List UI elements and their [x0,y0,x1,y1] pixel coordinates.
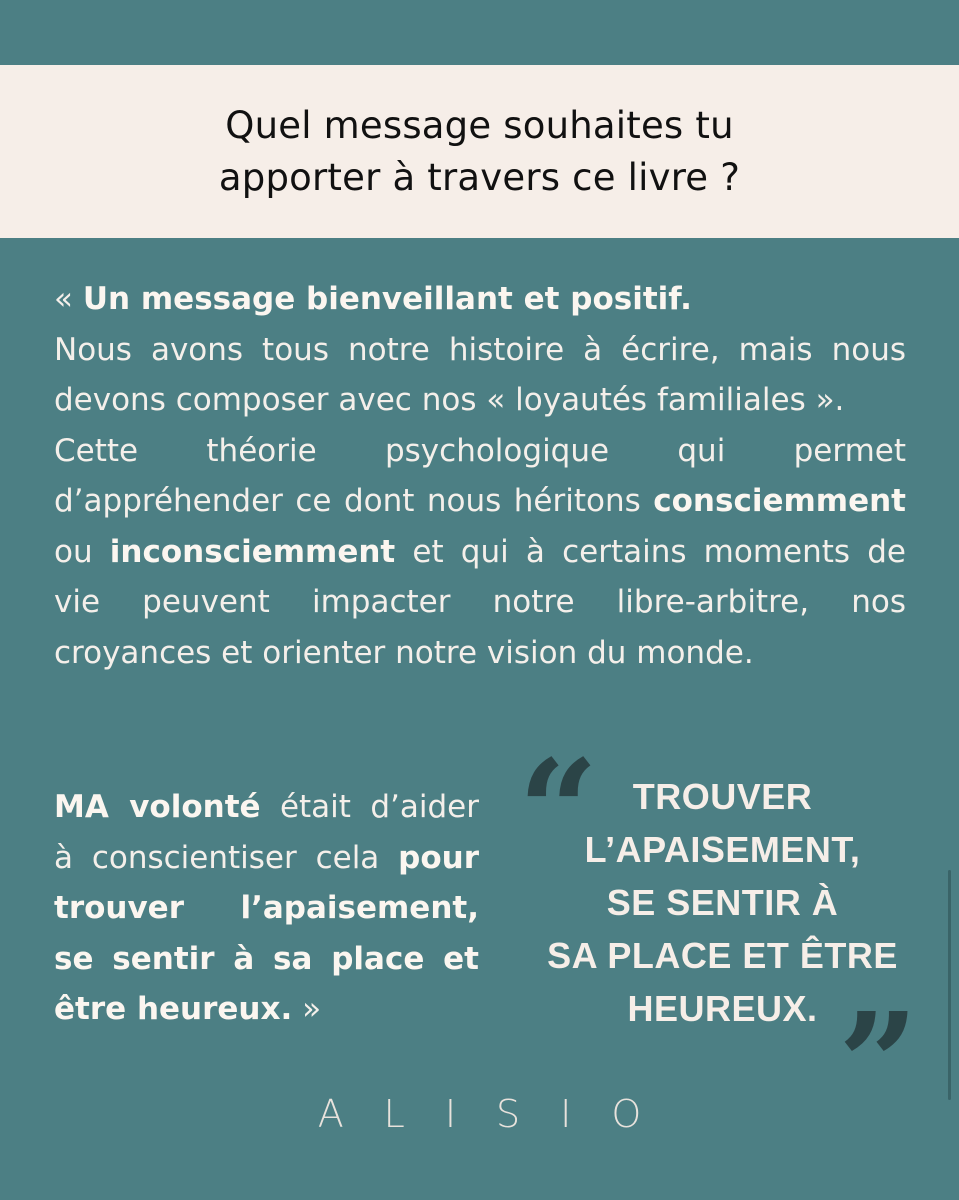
theory-text-c: et qui à certains moments de vie peuvent impacter notre libre-arbitre, nos croyances et orienter notre vision du monde. [54,533,906,671]
open-quote-icon: “ [518,730,599,894]
theory-text-b: ou [54,533,110,570]
pull-quote-line-4: SA PLACE ET ÊTRE [547,935,898,976]
will-bold-1: MA volonté [54,789,261,825]
intro-lead [54,274,906,325]
brand-logo: ALISIO [317,1092,682,1136]
theory-bold-unconsciously: inconsciemment [109,533,396,570]
close-quote-icon: ” [838,983,919,1147]
will-text-1: était d’aider à conscientiser cela [54,789,479,876]
main-text [54,274,906,678]
intro-paragraph: Nous avons tous notre histoire à écrire, mais nous devons composer avec nos « loyautés familiales ». [54,331,906,418]
will-paragraph [54,782,479,1035]
intro-lead-bold: Un message bienveillant et positif. [82,281,692,317]
theory-text-a: Cette théorie psychologique qui permet d’appréhender ce dont nous héritons [54,432,906,519]
theory-bold-consciously: consciemment [653,483,906,519]
pull-quote-line-1: TROUVER [632,776,813,817]
title-line-2: apporter à travers ce livre ? [218,155,741,199]
pull-quote-line-5: HEUREUX. [627,988,818,1029]
closing-guillemet: » [292,991,322,1027]
header-band [0,65,959,238]
title-line-1: Quel message souhaites tu [225,103,734,147]
opening-guillemet: « [54,281,83,317]
theory-paragraph [54,426,906,679]
pull-quote-line-2: L’APAISEMENT, [584,829,861,870]
page-title [130,100,830,204]
scrollbar[interactable] [948,870,951,1100]
pull-quote-line-3: SE SENTIR À [606,882,839,923]
will-bold-2: pour trouver l’apaisement, se sentir à sa place et être heureux. [54,839,479,1027]
